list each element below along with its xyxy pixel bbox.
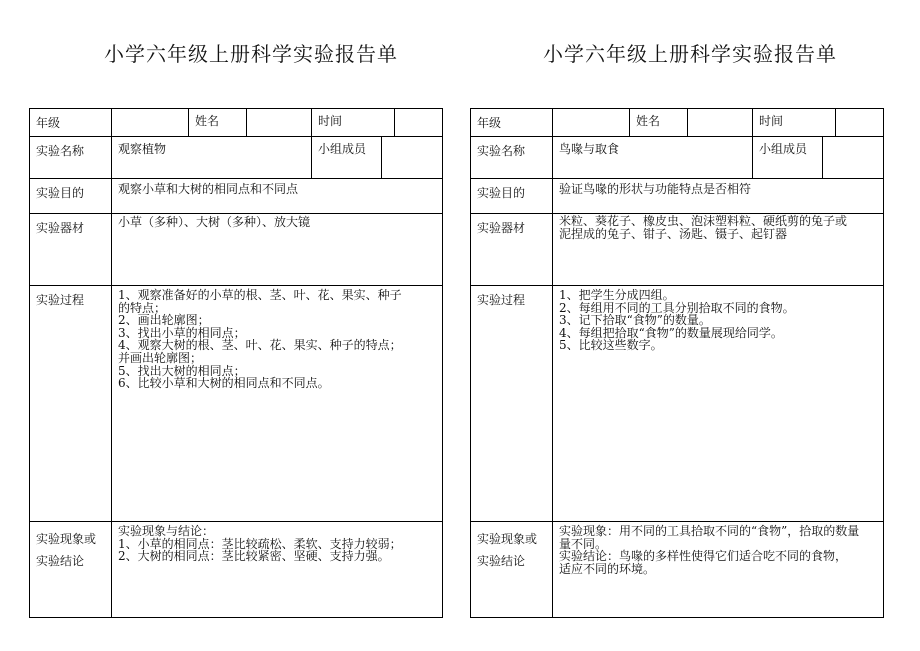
left-equipment-label: 实验器材 [30,214,112,285]
right-name-label: 姓名 [630,109,688,136]
left-conclusion-line: 2、大树的相同点：茎比较紧密、坚硬、支持力强。 [118,549,390,564]
right-grade-label: 年级 [471,109,553,136]
right-equipment-line: 米粒、葵花子、橡皮虫、泡沫塑料粒、硬纸剪的兔子或 [559,214,848,228]
left-conclusion-text [112,522,402,563]
left-experiment-name-label: 实验名称 [30,137,112,178]
right-group-members-label: 小组成员 [753,137,823,178]
right-grade-value[interactable] [553,109,630,136]
left-row-equipment [30,214,442,286]
left-purpose-value: 观察小草和大树的相同点和不同点 [118,182,299,196]
right-process-line: 5、比较这些数字。 [559,338,663,353]
left-row-process [30,286,442,522]
left-equipment-value: 小草（多种）、大树（多种）、放大镜 [118,215,311,229]
left-grade-value[interactable] [112,109,189,136]
right-process-label: 实验过程 [471,286,553,521]
left-time-value[interactable] [395,109,442,136]
left-conclusion-label [30,522,112,617]
right-row-experiment-name [471,137,883,179]
left-group-members-label: 小组成员 [312,137,382,178]
right-conclusion-line: 实验结论：鸟喙的多样性使得它们适合吃不同的食物， [559,549,848,564]
left-process-line: 1、观察准备好的小草的根、茎、叶、花、果实、种子 [118,288,402,302]
left-process-line: 并画出轮廓图； [118,350,203,365]
right-equipment-label: 实验器材 [471,214,553,285]
right-conclusion-label-line1: 实验现象或 [477,532,538,546]
right-name-value[interactable] [688,109,753,136]
left-conclusion-line: 1、小草的相同点：茎比较疏松、柔软、支持力较弱； [118,536,402,551]
left-row-conclusion [30,522,442,617]
left-process-steps [112,286,402,390]
right-equipment-line: 泥捏成的兔子、钳子、汤匙、镊子、起钉器 [559,226,788,241]
left-group-members-value[interactable] [382,137,442,178]
right-experiment-name-value: 鸟喙与取食 [553,137,753,178]
left-conclusion-label-line2: 实验结论 [36,554,85,568]
left-report-table [29,108,443,618]
right-conclusion-text [553,522,859,575]
right-conclusion-label-line2: 实验结论 [477,554,526,568]
right-process-line: 2、每组用不同的工具分别拾取不同的食物。 [559,300,795,315]
left-conclusion-label-line1: 实验现象或 [36,532,97,546]
right-experiment-name-label: 实验名称 [471,137,553,178]
right-row-header [471,109,883,137]
right-process-line: 1、把学生分成四组。 [559,288,675,302]
right-purpose-value: 验证鸟喙的形状与功能特点是否相符 [559,182,752,196]
left-process-line: 的特点； [118,300,167,315]
left-name-value[interactable] [247,109,312,136]
right-conclusion-line: 量不同。 [559,536,608,551]
right-purpose-label: 实验目的 [471,179,553,213]
right-row-conclusion [471,522,883,617]
left-time-label: 时间 [312,109,395,136]
left-conclusion-line: 实验现象与结论： [118,524,215,538]
right-report-table [470,108,884,618]
left-sheet-title: 小学六年级上册科学实验报告单 [104,42,398,66]
right-row-purpose [471,179,883,214]
left-process-line: 2、画出轮廓图； [118,313,210,328]
right-process-line: 3、记下拾取“食物”的数量。 [559,313,711,328]
left-process-line: 4、观察大树的根、茎、叶、花、果实、种子的特点； [118,338,402,353]
left-row-header [30,109,442,137]
left-grade-label: 年级 [30,109,112,136]
right-time-label: 时间 [753,109,836,136]
left-purpose-label: 实验目的 [30,179,112,213]
left-process-line: 5、找出大树的相同点； [118,363,246,378]
left-name-label: 姓名 [189,109,247,136]
right-equipment-value [553,212,847,240]
right-conclusion-label [471,522,553,617]
right-conclusion-line: 实验现象：用不同的工具拾取不同的“食物”，拾取的数量 [559,524,860,538]
right-row-process [471,286,883,522]
right-process-line: 4、每组把拾取“食物”的数量展现给同学。 [559,325,783,340]
right-group-members-value[interactable] [823,137,883,178]
right-time-value[interactable] [836,109,883,136]
right-sheet-title: 小学六年级上册科学实验报告单 [543,42,837,66]
left-experiment-name-value: 观察植物 [112,137,312,178]
left-process-line: 3、找出小草的相同点； [118,325,246,340]
right-row-equipment [471,214,883,286]
left-process-label: 实验过程 [30,286,112,521]
left-row-purpose [30,179,442,214]
right-conclusion-line: 适应不同的环境。 [559,561,656,576]
left-process-line: 6、比较小草和大树的相同点和不同点。 [118,376,330,391]
right-process-steps [553,286,795,352]
left-row-experiment-name [30,137,442,179]
